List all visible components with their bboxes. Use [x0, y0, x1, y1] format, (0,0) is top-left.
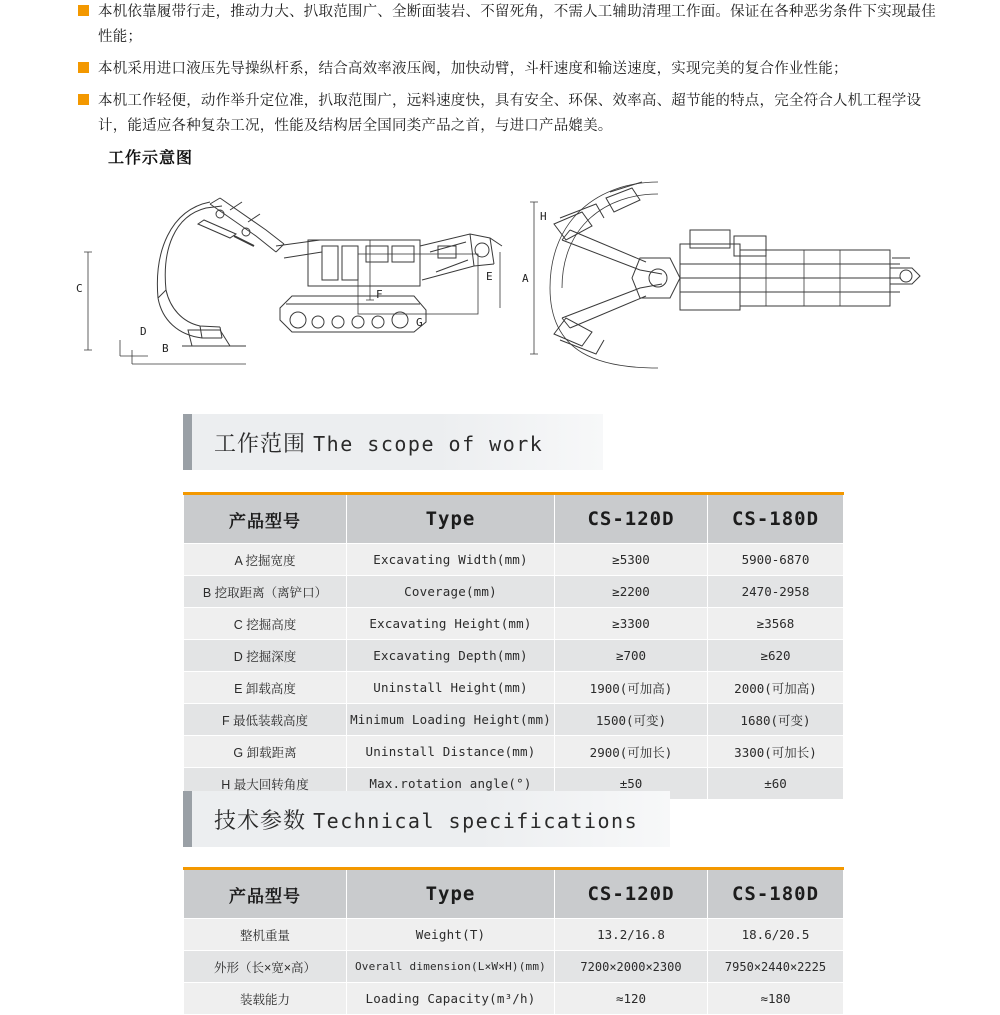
- cell-label: B 挖取距离（离铲口）: [184, 576, 347, 608]
- table-row: [184, 640, 844, 672]
- svg-text:H: H: [540, 210, 547, 223]
- cell-cs120d: 7200×2000×2300: [555, 951, 708, 983]
- cell-label: 整机重量: [184, 919, 347, 951]
- table-row: [184, 544, 844, 576]
- cell-cs120d: 1500(可变): [555, 704, 708, 736]
- cell-cs120d: ≥5300: [555, 544, 708, 576]
- cell-type: Minimum Loading Height(mm): [347, 704, 555, 736]
- cell-cs120d: 2900(可加长): [555, 736, 708, 768]
- heading-accent-bar: [183, 791, 192, 847]
- cell-cs120d: 1900(可加高): [555, 672, 708, 704]
- square-bullet-icon: [78, 62, 89, 73]
- list-item: [78, 57, 938, 82]
- table-row: [184, 951, 844, 983]
- svg-text:C: C: [76, 282, 83, 295]
- machine-top-view-drawing: [520, 178, 930, 373]
- cell-cs120d: ≥3300: [555, 608, 708, 640]
- cell-cs180d: 2000(可加高): [708, 672, 844, 704]
- cell-type: Excavating Height(mm): [347, 608, 555, 640]
- section-heading-text: [192, 804, 638, 835]
- cell-type: Loading Capacity(m³/h): [347, 983, 555, 1015]
- col-header-cs180d: CS-180D: [708, 869, 844, 919]
- svg-text:A: A: [522, 272, 529, 285]
- table-row: [184, 576, 844, 608]
- cell-label: 装载能力: [184, 983, 347, 1015]
- cell-cs180d: 7950×2440×2225: [708, 951, 844, 983]
- table-header-row: [184, 869, 844, 919]
- square-bullet-icon: [78, 5, 89, 16]
- col-header-model: 产品型号: [184, 494, 347, 544]
- list-item: [78, 89, 938, 139]
- cell-cs180d: ≈180: [708, 983, 844, 1015]
- cell-cs120d: ≥2200: [555, 576, 708, 608]
- table-header-row: [184, 494, 844, 544]
- scope-of-work-table: [183, 492, 844, 800]
- bullet-text: 本机采用进口液压先导操纵杆系，结合高效率液压阀，加快动臂，斗杆速度和输送速度，实现完美的复合作业性能；: [98, 61, 848, 77]
- section-heading-text: [192, 427, 543, 458]
- cell-label: A 挖掘宽度: [184, 544, 347, 576]
- cell-label: C 挖掘高度: [184, 608, 347, 640]
- section-heading-cn: 技术参数: [214, 807, 307, 833]
- section-heading-en: The scope of work: [313, 431, 544, 456]
- machine-side-view-drawing: [70, 180, 510, 365]
- cell-cs180d: 2470-2958: [708, 576, 844, 608]
- cell-type: Excavating Width(mm): [347, 544, 555, 576]
- col-header-cs120d: CS-120D: [555, 494, 708, 544]
- cell-cs180d: ≥3568: [708, 608, 844, 640]
- table-row: [184, 736, 844, 768]
- section-heading-en: Technical specifications: [313, 808, 639, 833]
- table-row: [184, 983, 844, 1015]
- cell-label: D 挖掘深度: [184, 640, 347, 672]
- cell-cs180d: 18.6/20.5: [708, 919, 844, 951]
- cell-cs180d: ≥620: [708, 640, 844, 672]
- cell-cs120d: ±50: [555, 768, 708, 800]
- technical-specifications-table: [183, 867, 844, 1015]
- heading-accent-bar: [183, 414, 192, 470]
- svg-text:B: B: [162, 342, 169, 355]
- section-heading-technical: [183, 791, 670, 847]
- table-row: [184, 919, 844, 951]
- col-header-type: Type: [347, 494, 555, 544]
- square-bullet-icon: [78, 94, 89, 105]
- bullet-list: [78, 0, 938, 146]
- diagram-title: 工作示意图: [108, 150, 194, 167]
- col-header-model: 产品型号: [184, 869, 347, 919]
- cell-cs180d: 5900-6870: [708, 544, 844, 576]
- cell-cs180d: 1680(可变): [708, 704, 844, 736]
- cell-cs120d: 13.2/16.8: [555, 919, 708, 951]
- svg-text:F: F: [376, 288, 383, 301]
- cell-type: Weight(T): [347, 919, 555, 951]
- cell-cs180d: ±60: [708, 768, 844, 800]
- cell-type: Overall dimension(L×W×H)(mm): [347, 951, 555, 983]
- cell-label: H 最大回转角度: [184, 768, 347, 800]
- cell-label: G 卸载距离: [184, 736, 347, 768]
- svg-text:D: D: [140, 325, 147, 338]
- table-row: [184, 672, 844, 704]
- section-heading-scope: [183, 414, 603, 470]
- section-heading-cn: 工作范围: [214, 430, 307, 456]
- bullet-text: 本机工作轻便，动作举升定位准，扒取范围广，远料速度快，具有安全、环保、效率高、超节能的特点，完全符合人机工程学设计，能适应各种复杂工况，性能及结构居全国同类产品之首，与进口产品媲美。: [98, 93, 922, 134]
- list-item: [78, 0, 938, 50]
- cell-cs120d: ≈120: [555, 983, 708, 1015]
- col-header-cs180d: CS-180D: [708, 494, 844, 544]
- cell-type: Coverage(mm): [347, 576, 555, 608]
- svg-text:G: G: [416, 316, 423, 329]
- cell-label: F 最低装载高度: [184, 704, 347, 736]
- cell-cs180d: 3300(可加长): [708, 736, 844, 768]
- cell-label: E 卸载高度: [184, 672, 347, 704]
- cell-type: Max.rotation angle(°): [347, 768, 555, 800]
- col-header-type: Type: [347, 869, 555, 919]
- cell-cs120d: ≥700: [555, 640, 708, 672]
- cell-type: Uninstall Distance(mm): [347, 736, 555, 768]
- bullet-text: 本机依靠履带行走，推动力大、扒取范围广、全断面装岩、不留死角，不需人工辅助清理工作面。保证在各种恶劣条件下实现最佳性能；: [98, 4, 936, 45]
- cell-type: Uninstall Height(mm): [347, 672, 555, 704]
- cell-type: Excavating Depth(mm): [347, 640, 555, 672]
- col-header-cs120d: CS-120D: [555, 869, 708, 919]
- cell-label: 外形（长×宽×高）: [184, 951, 347, 983]
- table-row: [184, 704, 844, 736]
- table-row: [184, 608, 844, 640]
- svg-text:E: E: [486, 270, 493, 283]
